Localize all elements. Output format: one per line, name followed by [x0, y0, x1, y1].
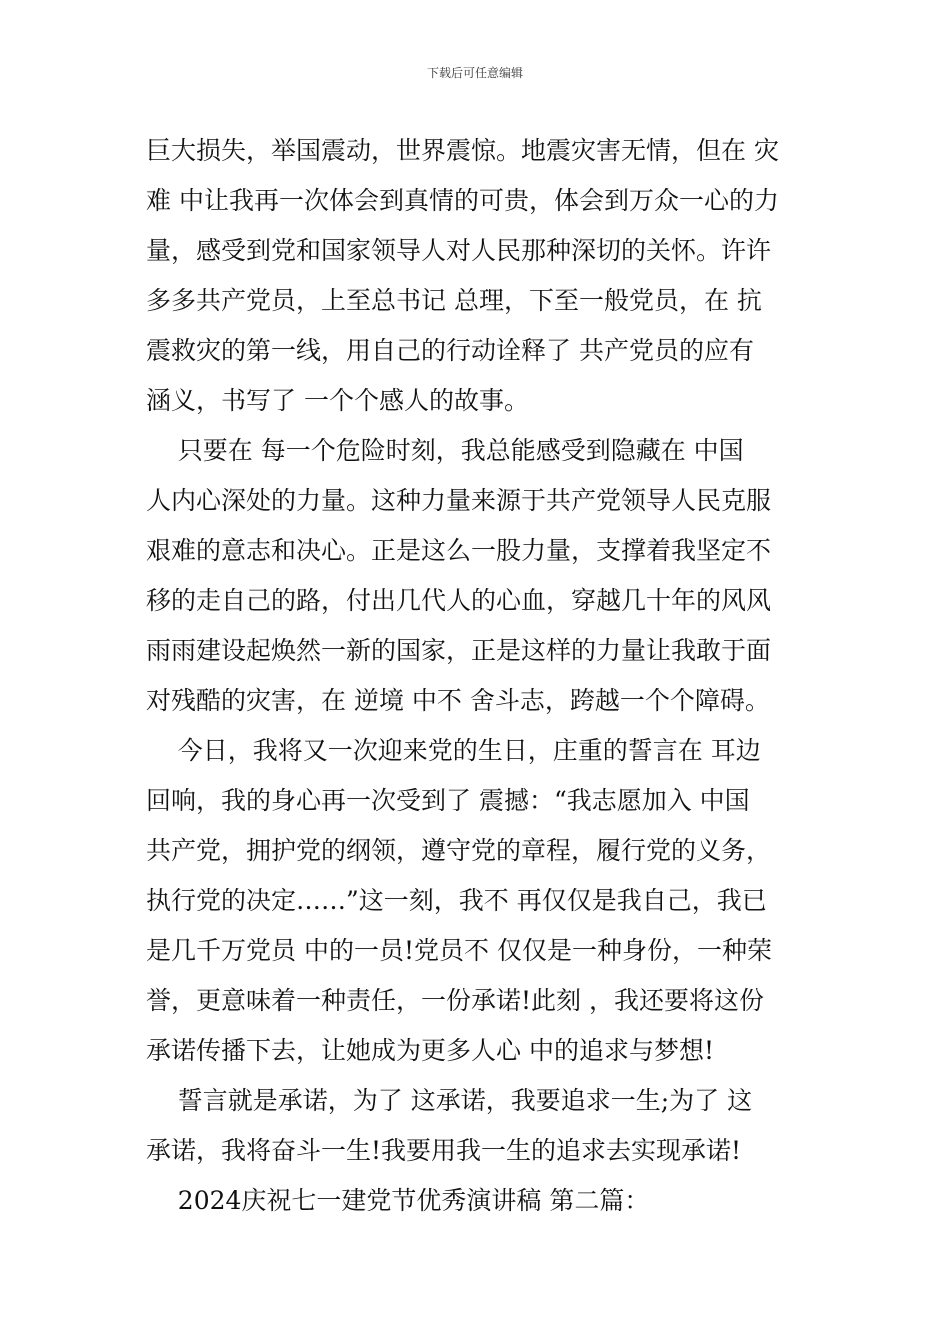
text-line-8: 人内心深处的力量。这种力量来源于共产党领导人民克服: [146, 486, 772, 515]
text-line-12: 对残酷的灾害，在 逆境 中不 舍斗志，跨越一个个障碍。: [146, 686, 770, 715]
text-line-5: 震救灾的第一线，用自己的行动诠释了 共产党员的应有: [146, 336, 754, 365]
text-line-6: 涵义，书写了 一个个感人的故事。: [146, 386, 529, 415]
text-line-4: 多多共产党员，上至总书记 总理，下至一般党员，在 抗: [146, 286, 762, 315]
text-line-13: 今日，我将又一次迎来党的生日，庄重的誓言在 耳边: [146, 736, 761, 765]
text-line-7: 只要在 每一个危险时刻，我总能感受到隐藏在 中国: [146, 436, 744, 465]
text-line-3: 量，感受到党和国家领导人对人民那种深切的关怀。许许: [146, 236, 772, 265]
text-line-20: 誓言就是承诺，为了 这承诺，我要追求一生;为了 这: [146, 1086, 753, 1115]
page-header: 下载后可任意编辑: [426, 66, 523, 80]
text-line-19: 承诺传播下去，让她成为更多人心 中的追求与梦想!: [146, 1036, 714, 1065]
text-line-2: 难 中让我再一次体会到真情的可贵，体会到万众一心的力: [146, 186, 779, 215]
text-line-14: 回响，我的身心再一次受到了 震撼：“我志愿加入 中国: [146, 786, 750, 815]
text-line-10: 移的走自己的路，付出几代人的心血，穿越几十年的风风: [146, 586, 772, 615]
text-line-11: 雨雨建设起焕然一新的国家，正是这样的力量让我敢于面: [146, 636, 772, 665]
text-line-21: 承诺，我将奋斗一生!我要用我一生的追求去实现承诺!: [146, 1136, 742, 1165]
text-line-17: 是几千万党员 中的一员!党员不 仅仅是一种身份，一种荣: [146, 936, 772, 965]
text-line-9: 艰难的意志和决心。正是这么一股力量，支撑着我坚定不: [146, 536, 772, 565]
section-heading: 2024庆祝七一建党节优秀演讲稿 第二篇：: [146, 1186, 650, 1215]
text-line-1: 巨大损失，举国震动，世界震惊。地震灾害无情，但在 灾: [146, 136, 779, 165]
text-line-18: 誉，更意味着一种责任，一份承诺!此刻 ，我还要将这份: [146, 986, 764, 1015]
text-line-15: 共产党，拥护党的纲领，遵守党的章程，履行党的义务，: [146, 836, 772, 865]
document-body: [146, 126, 810, 1226]
text-line-16: 执行党的决定……”这一刻，我不 再仅仅是我自己，我已: [146, 886, 767, 915]
